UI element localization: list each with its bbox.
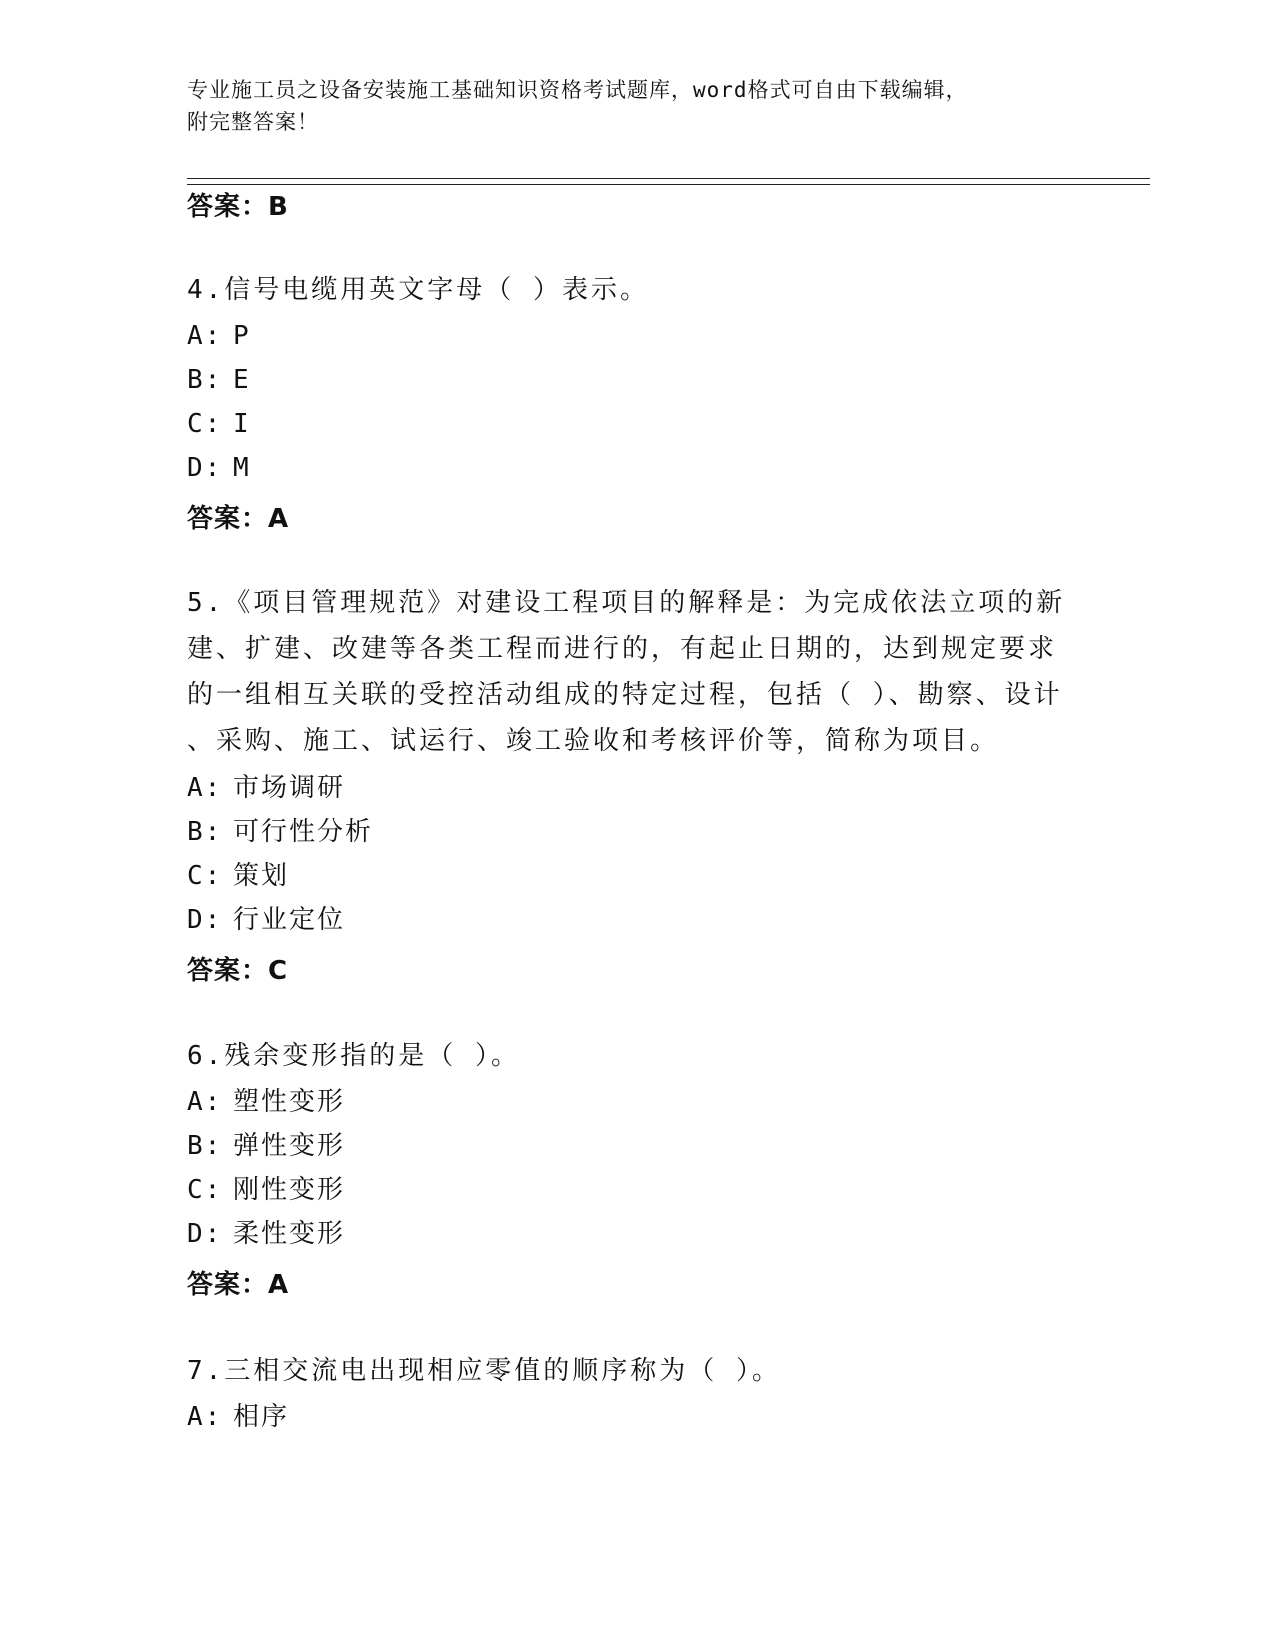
question-5-stem-line: 、采购、施工、试运行、竣工验收和考核评价等，简称为项目。 — [187, 726, 1000, 756]
option-text: 塑性变形 — [233, 1087, 346, 1117]
option-letter: A: — [187, 1087, 223, 1117]
option-letter: C: — [187, 1175, 223, 1205]
question-4-stem: 4.信号电缆用英文字母（ ）表示。 — [187, 275, 649, 305]
option-letter: A: — [187, 773, 223, 803]
question-4-option-a — [187, 316, 251, 356]
option-letter: C: — [187, 409, 223, 439]
option-text: 策划 — [233, 861, 290, 891]
question-6-stem: 6.残余变形指的是（ ）。 — [187, 1041, 520, 1071]
question-4-option-c — [187, 404, 251, 444]
option-letter: B: — [187, 817, 223, 847]
question-4-answer: 答案：A — [187, 504, 290, 534]
option-text: 刚性变形 — [233, 1175, 346, 1205]
header-line-1: 专业施工员之设备安装施工基础知识资格考试题库，word格式可自由下载编辑， — [187, 78, 968, 102]
question-4-option-d — [187, 448, 251, 488]
question-6-option-c — [187, 1170, 345, 1210]
question-6-answer: 答案：A — [187, 1270, 290, 1300]
option-text: M — [233, 453, 251, 483]
document-header — [187, 74, 1067, 138]
option-text: I — [233, 409, 251, 439]
question-5-option-c — [187, 856, 289, 896]
option-letter: D: — [187, 1219, 223, 1249]
option-text: P — [233, 321, 251, 351]
option-text: 柔性变形 — [233, 1219, 346, 1249]
option-letter: B: — [187, 1131, 223, 1161]
option-text: 可行性分析 — [233, 817, 374, 847]
question-5-stem-line: 的一组相互关联的受控活动组成的特定过程，包括（ ）、勘察、设计 — [187, 680, 1063, 710]
header-divider — [187, 178, 1150, 185]
question-4-option-b — [187, 360, 251, 400]
question-6-option-d — [187, 1214, 345, 1254]
option-letter: C: — [187, 861, 223, 891]
option-text: 弹性变形 — [233, 1131, 346, 1161]
question-7-stem: 7.三相交流电出现相应零值的顺序称为（ ）。 — [187, 1356, 781, 1386]
option-text: 市场调研 — [233, 773, 346, 803]
question-5-stem-line: 建、扩建、改建等各类工程而进行的，有起止日期的，达到规定要求 — [187, 634, 1058, 664]
question-5-option-b — [187, 812, 373, 852]
previous-answer: 答案：B — [187, 192, 289, 222]
question-6-option-b — [187, 1126, 345, 1166]
question-7-option-a — [187, 1397, 289, 1437]
question-5-option-a — [187, 768, 345, 808]
option-letter: D: — [187, 453, 223, 483]
question-5-stem — [187, 580, 1087, 764]
question-5-stem-line: 5.《项目管理规范》对建设工程项目的解释是：为完成依法立项的新 — [187, 588, 1066, 618]
header-line-2: 附完整答案！ — [187, 110, 319, 134]
question-5-option-d — [187, 900, 345, 940]
question-6-option-a — [187, 1082, 345, 1122]
option-letter: D: — [187, 905, 223, 935]
option-text: E — [233, 365, 251, 395]
option-letter: A: — [187, 321, 223, 351]
question-5-answer: 答案：C — [187, 956, 289, 986]
option-letter: A: — [187, 1402, 223, 1432]
option-letter: B: — [187, 365, 223, 395]
option-text: 行业定位 — [233, 905, 346, 935]
option-text: 相序 — [233, 1402, 290, 1432]
